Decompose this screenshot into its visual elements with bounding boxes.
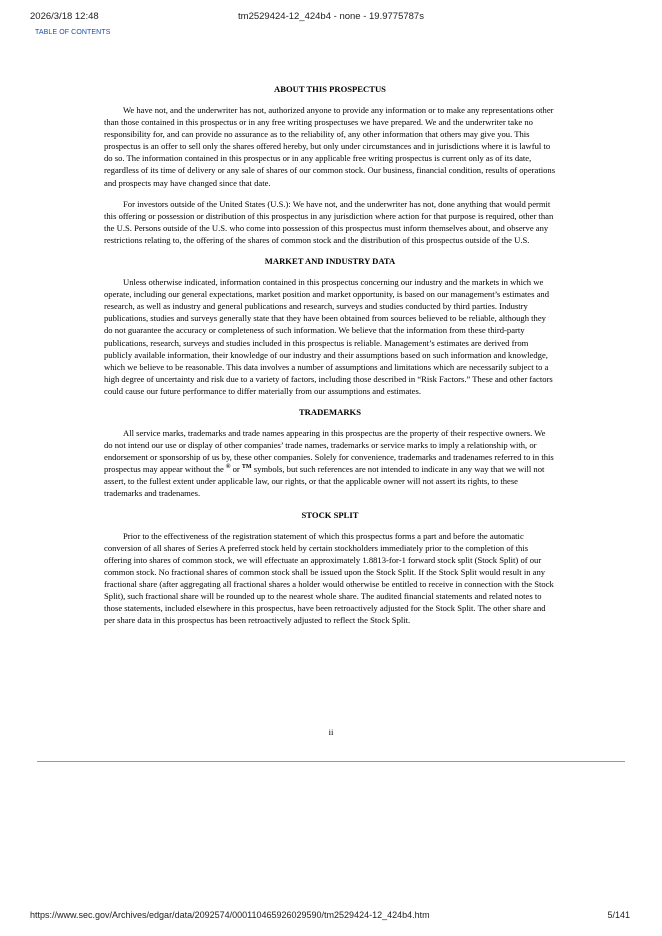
section-heading: ABOUT THIS PROSPECTUS: [274, 84, 386, 94]
section-stock-split: [104, 509, 556, 627]
paragraph: For investors outside of the United States (U.S.): We have not, and the underwriter has not, done anything that would permit this offering or possession or distribution of this prospectus in any jurisdiction where action for that purpose is required, other than the U.S. Persons outside of the U.S. who come into possession of this prospectus must inform themselves about, and observe any restrictions relating to, the offering of the shares of common stock and the distribution of this prospectus outside of the U.S.: [104, 198, 554, 245]
print-page-count: 5/141: [607, 910, 630, 920]
print-datetime: 2026/3/18 12:48: [30, 11, 99, 22]
section-heading: STOCK SPLIT: [301, 509, 359, 520]
paragraph-text: symbols, but such references are not intended to indicate in any way that we will not assert, to the fullest extent under applicable law, our rights, or that the applicable owner will not assert its rights, to these trademarks and tradenames.: [104, 464, 545, 499]
paragraph: We have not, and the underwriter has not, authorized anyone to provide any information or to make any representations other than those contained in this prospectus or in any free writing prospectuses we have prepared. We and the underwriter take no responsibility for, and can provide no assurance as to the reliability of, any other information that others may give you. This prospectus is an offer to sell only the shares offered hereby, but only under circumstances and in jurisdictions where it is lawful to do so. The information contained in this prospectus or in any applicable free writing prospectus is current only as of its date, regardless of its time of delivery or any sale of shares of our common stock. Our business, financial condition, results of operations and prospects may have changed since that date.: [104, 105, 556, 188]
trademark-symbol: TM: [241, 464, 252, 471]
document-body: [104, 83, 556, 635]
section-trademarks: [104, 406, 556, 500]
paragraph: Unless otherwise indicated, information contained in this prospectus concerning our industry and the markets in which we operate, including our general expectations, market position and market opportunity, is based on our management’s estimates and research, as well as industry and general publications and research, surveys and studies conducted by third parties. Industry publications, studies and surveys generally state that they have been obtained from sources believed to be reliable, although they do not guarantee the accuracy or completeness of such information. We believe that the information from these third-party publications, research, surveys and studies included in this prospectus is reliable. Management’s estimates are derived from publicly available information, their knowledge of our industry and their assumptions based on such information and knowledge, which we believe to be reasonable. This data involves a number of assumptions and limitations which are necessarily subject to a high degree of uncertainty and risk due to a variety of factors, including those described in “Risk Factors.” These and other factors could cause our future performance to differ materially from our assumptions and estimates.: [104, 277, 553, 396]
table-of-contents-link[interactable]: TABLE OF CONTENTS: [35, 29, 111, 36]
section-market-industry-data: [104, 255, 556, 397]
page-divider: [37, 761, 625, 762]
print-source-url: https://www.sec.gov/Archives/edgar/data/2092574/000110465926029590/tm2529424-12_424b4.htm: [30, 910, 430, 920]
paragraph-text: or: [230, 464, 242, 475]
section-about-prospectus: [104, 83, 556, 246]
print-document-title: tm2529424-12_424b4 - none - 19.9775787s: [238, 11, 424, 22]
paragraph: Prior to the effectiveness of the registration statement of which this prospectus forms a part and before the automatic conversion of all shares of Series A preferred stock held by certain stockholders immediately prior to the completion of this offering into shares of common stock, we will effectuate an approximately 1.8813-for-1 forward stock split (Stock Split) of our common stock. No fractional shares of common stock shall be issued upon the Stock Split. If the Stock Split would result in any fractional share (after aggregating all fractional shares a holder would otherwise be entitled to receive in connection with the Stock Split), such fractional share will be rounded up to the nearest whole share. The audited financial statements and related notes to those statements, included elsewhere in this prospectus, have been retroactively adjusted for the Stock Split. The other share and per share data in this prospectus has been retroactively adjusted to reflect the Stock Split.: [104, 530, 554, 626]
paragraph: [104, 427, 556, 500]
section-heading: MARKET AND INDUSTRY DATA: [264, 256, 396, 267]
page-number: ii: [328, 727, 334, 737]
paragraph-text: All service marks, trademarks and trade names appearing in this prospectus are the property of their respective owners. We do not intend our use or display of other companies’ trade names, trademarks or service marks to imply a relationship with, or endorsement or sponsorship of us by, these other companies. Solely for convenience, trademarks and tradenames referred to in this prospectus may appear without the: [104, 427, 554, 475]
registered-mark-symbol: ®: [225, 464, 231, 471]
section-heading: TRADEMARKS: [298, 406, 362, 417]
